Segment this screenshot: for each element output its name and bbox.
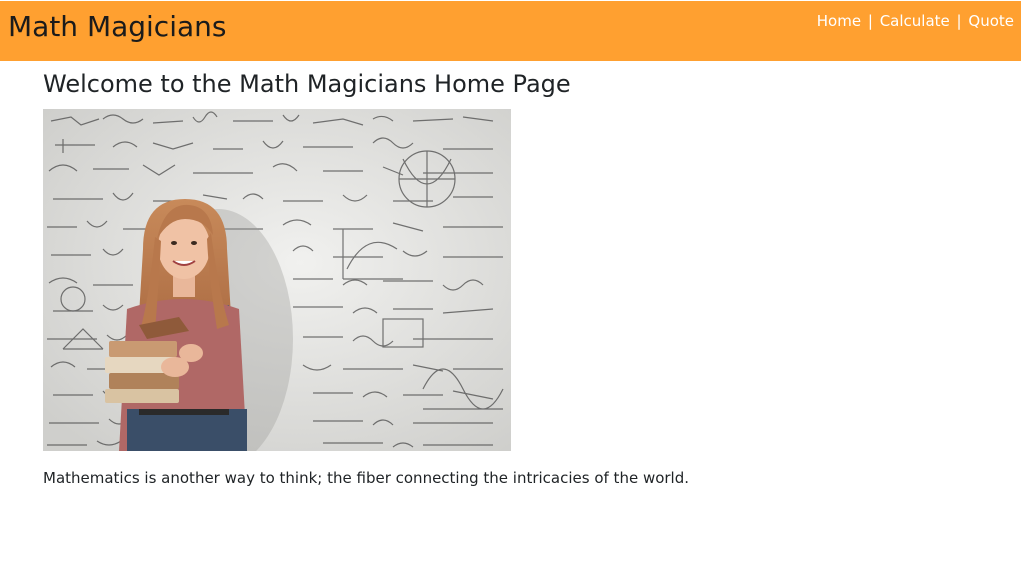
brand-title: Math Magicians	[8, 10, 227, 43]
hero-illustration	[43, 109, 511, 451]
nav-link-quote[interactable]: Quote	[968, 12, 1014, 30]
header-bar	[0, 1, 1021, 61]
nav-link-home[interactable]: Home	[816, 12, 862, 30]
nav-separator: |	[867, 12, 873, 30]
page-caption: Mathematics is another way to think; the fiber connecting the intricacies of the world.	[43, 469, 690, 487]
page-title: Welcome to the Math Magicians Home Page	[43, 70, 571, 98]
hero-image	[43, 109, 511, 451]
nav-link-calculate[interactable]: Calculate	[879, 12, 950, 30]
main-nav	[817, 11, 1014, 31]
nav-separator: |	[956, 12, 962, 30]
